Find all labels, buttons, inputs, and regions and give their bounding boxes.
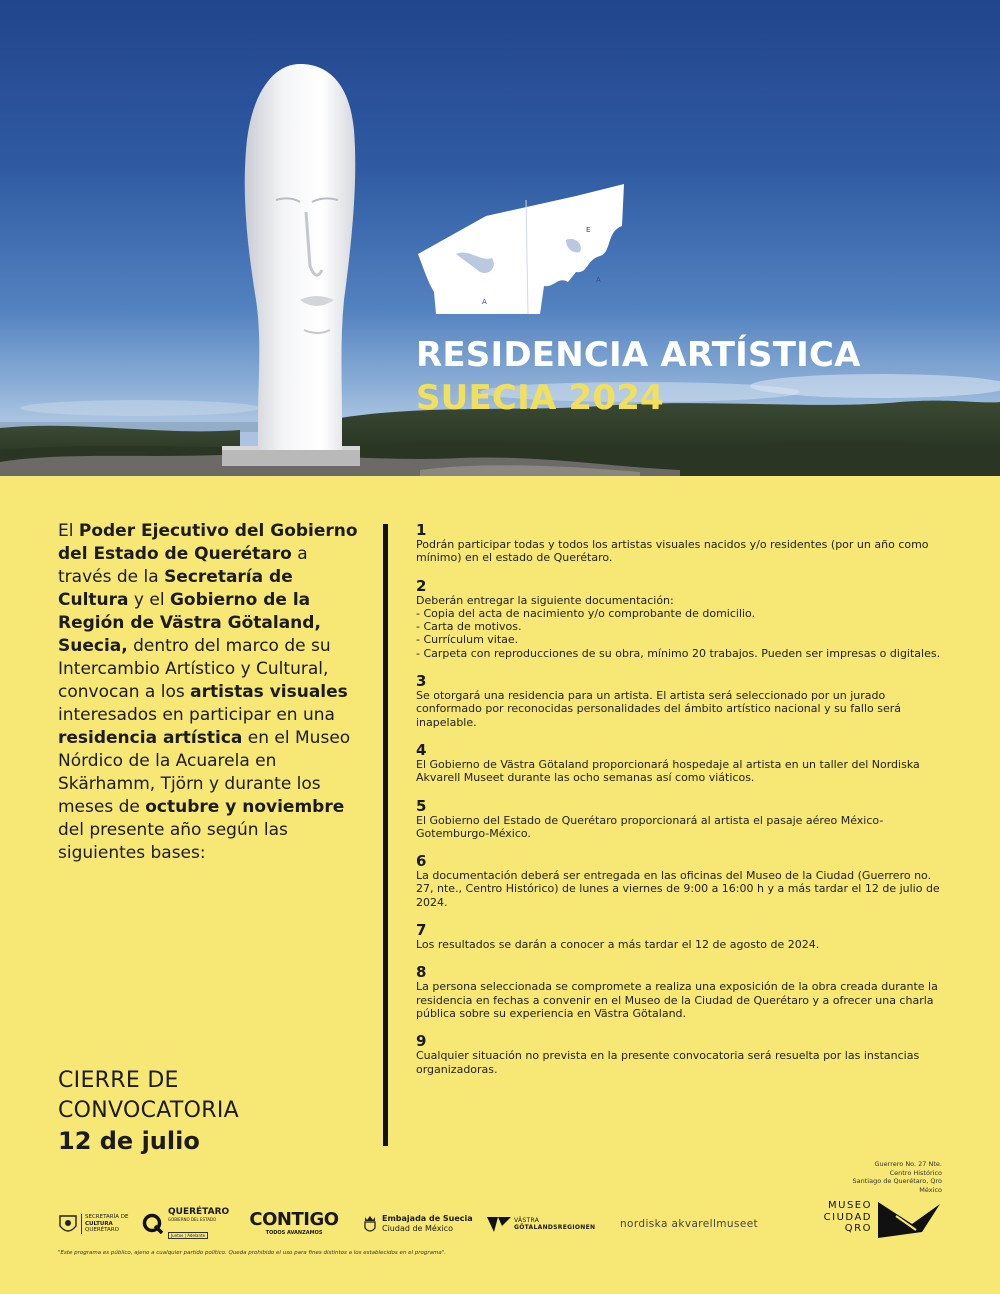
base-item — [416, 798, 952, 841]
q-icon — [142, 1213, 164, 1235]
vastra-line-2: GÖTALANDSREGIONEN — [514, 1224, 596, 1231]
base-number: 7 — [416, 921, 427, 940]
base-text: La persona seleccionada se compromete a realiza una exposición de la obra creada durante la residencia en fechas a convenir en el Museo de la Ciudad de Querétaro y a ofrecer una charla pública sobre su experiencia en Västra Götaland. — [416, 980, 938, 1020]
world-map-logo — [416, 182, 626, 318]
intro-text: a través de la — [58, 544, 308, 587]
base-item — [416, 853, 952, 909]
intro-text: interesados en participar en una — [58, 705, 335, 725]
bases-list — [416, 522, 952, 1089]
disclaimer-text: "Este programa es público, ajeno a cualquier partido político. Queda prohibido el uso para fines distintos a los establecidos en el programa". — [58, 1250, 446, 1256]
title-line-1: RESIDENCIA ARTÍSTICA — [416, 335, 861, 375]
base-number: 8 — [416, 963, 427, 982]
base-item — [416, 1033, 952, 1076]
intro-bold-text: octubre y noviembre — [145, 797, 345, 817]
secretaria-line-3: QUERÉTARO — [85, 1227, 119, 1234]
deadline-line-2: CONVOCATORIA — [58, 1098, 239, 1123]
page-title — [416, 335, 976, 418]
contigo-line-1: CONTIGO — [249, 1209, 339, 1230]
intro-text: dentro del marco de su Intercambio Artístico y Cultural, convocan a los — [58, 636, 331, 702]
map-label: A — [596, 276, 601, 284]
museo-line-1: MUSEO — [828, 1200, 872, 1211]
base-item — [416, 578, 952, 660]
base-text: El Gobierno de Västra Götaland proporcionará hospedaje al artista en un taller del Nordiska Akvarell Museet durante las ocho semanas así como viáticos. — [416, 757, 920, 785]
museo-line-2: CIUDAD — [823, 1211, 872, 1223]
base-text: Se otorgará una residencia para un artista. El artista será seleccionado por un jurado conformado por reconocidas personalidades del ámbito artístico nacional y su fallo será inapelable. — [416, 689, 901, 729]
intro-bold-text: Secretaría de Cultura — [58, 567, 293, 610]
base-item — [416, 673, 952, 729]
map-label: E — [586, 226, 591, 234]
secretaria-line-2: CULTURA — [85, 1220, 113, 1227]
map-label: A — [482, 298, 487, 306]
vastra-gotaland-logo — [486, 1204, 610, 1244]
deadline-line-1: CIERRE DE — [58, 1068, 179, 1093]
base-item — [416, 522, 952, 565]
base-text: La documentación deberá ser entregada en las oficinas del Museo de la Ciudad (Guerrero no. 27, nte., Centro Histórico) de lunes a viernes de 9:00 a 16:00 h y a más tardar el 12 de julio de 2024. — [416, 869, 940, 909]
museo-line-3: QRO — [844, 1223, 872, 1234]
base-text: Podrán participar todas y todos los artistas visuales nacidos y/o residentes (por un año como mínimo) en el estado de Querétaro. — [416, 538, 929, 565]
base-item — [416, 922, 952, 951]
base-number: 5 — [416, 796, 427, 815]
intro-text: El — [58, 521, 79, 541]
vertical-divider — [383, 524, 388, 1146]
base-number: 3 — [416, 672, 427, 691]
museo-mark-icon — [876, 1200, 944, 1240]
queretaro-line-1: QUERÉTARO — [168, 1207, 230, 1217]
secretaria-line-1: SECRETARÍA DE — [85, 1214, 129, 1221]
base-number: 2 — [416, 576, 427, 595]
base-text: Deberán entregar la siguiente documentación: - Copia del acta de nacimiento y/o comprobante de domicilio. - Carta de motivos. - Currículum vitae. - Carpeta con reproducciones de su obra, mínimo 20 trabajos. Pueden ser impresas o digitales. — [416, 593, 941, 660]
queretaro-line-2: GOBIERNO DEL ESTADO — [168, 1217, 217, 1222]
intro-paragraph — [58, 520, 358, 865]
base-text: Cualquier situación no prevista en la presente convocatoria será resuelta por las instancias organizadoras. — [416, 1049, 920, 1076]
intro-text: en el Museo Nórdico de la Acuarela en Skärhamm, Tjörn y durante los meses de — [58, 728, 351, 817]
vastra-bird-icon — [486, 1214, 512, 1234]
hero-photo — [0, 0, 1000, 476]
deadline-date: 12 de julio — [58, 1127, 200, 1155]
queretaro-logo — [142, 1204, 234, 1244]
base-number: 6 — [416, 852, 427, 871]
intro-bold-text: Gobierno de la Región de Västra Götaland, Suecia, — [58, 590, 321, 656]
embajada-line-2: Ciudad de México — [382, 1224, 453, 1233]
contigo-line-2: TODOS AVANZAMOS — [265, 1230, 323, 1236]
base-item — [416, 742, 952, 785]
crown-shield-icon — [362, 1214, 378, 1234]
deadline-block — [58, 1066, 358, 1156]
intro-bold-text: artistas visuales — [190, 682, 348, 702]
base-text: Los resultados se darán a conocer a más tardar el 12 de agosto de 2024. — [416, 938, 820, 952]
secretaria-cultura-logo — [58, 1204, 130, 1244]
crest-icon — [58, 1212, 78, 1236]
base-number: 9 — [416, 1032, 427, 1051]
sponsor-logos — [58, 1204, 758, 1244]
embajada-line-1: Embajada de Suecia — [382, 1214, 473, 1223]
embajada-suecia-logo — [362, 1204, 480, 1244]
museum-address: Guerrero No. 27 Nte. Centro Histórico Santiago de Querétaro, Qro México — [852, 1160, 942, 1194]
base-number: 1 — [416, 521, 427, 539]
intro-text: del presente año según las siguientes bases: — [58, 820, 288, 863]
museo-ciudad-logo — [810, 1198, 950, 1244]
base-item — [416, 964, 952, 1020]
vastra-line-1: VÄSTRA — [514, 1217, 540, 1224]
base-number: 4 — [416, 740, 427, 759]
base-text: El Gobierno del Estado de Querétaro proporcionará al artista el pasaje aéreo México-Gotemburgo-México. — [416, 813, 884, 840]
intro-bold-text: Poder Ejecutivo del Gobierno del Estado de Querétaro — [58, 521, 358, 564]
nordiska-logo: nordiska akvarellmuseet — [620, 1218, 759, 1230]
contigo-logo — [244, 1204, 344, 1244]
intro-bold-text: residencia artística — [58, 728, 243, 748]
intro-text: y el — [128, 590, 170, 610]
queretaro-line-3: Juntos | Adelante — [168, 1232, 208, 1239]
title-line-2: SUECIA 2024 — [416, 378, 664, 418]
